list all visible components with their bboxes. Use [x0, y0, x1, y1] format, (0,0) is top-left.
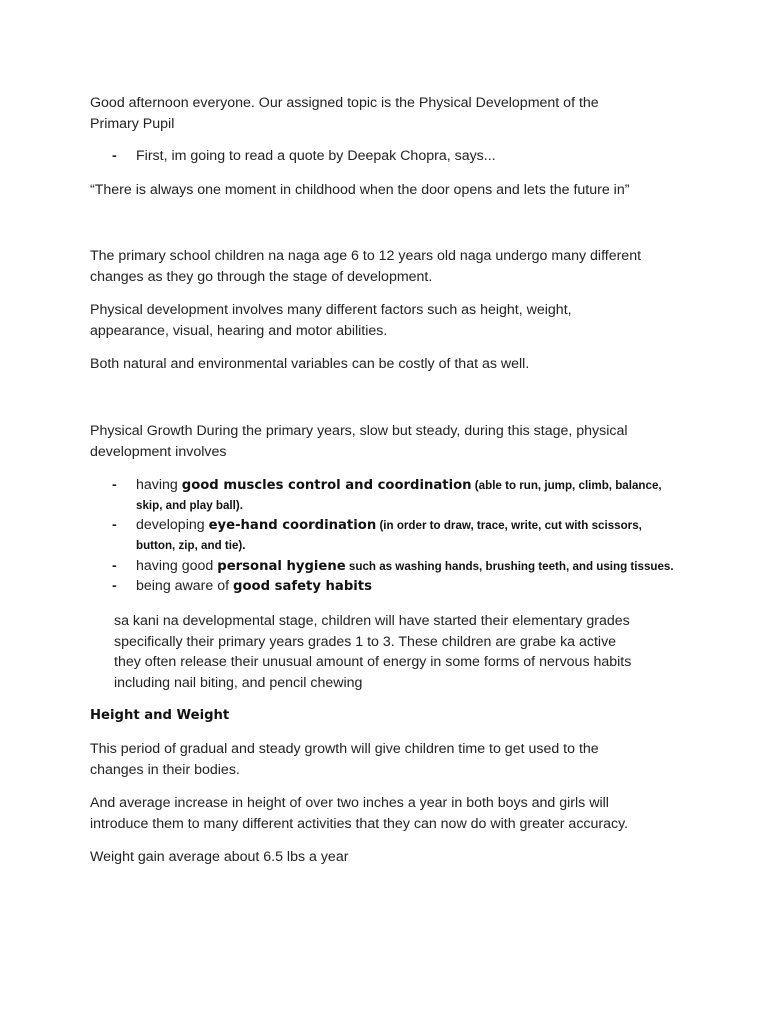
para2-line-2: appearance, visual, hearing and motor abilities.: [90, 322, 388, 339]
para5-line-1: sa kani na developmental stage, children will have started their elementary grades: [114, 613, 630, 629]
para6-line-1: This period of gradual and steady growth will give children time to get used to the: [90, 741, 599, 757]
bullet-text: [136, 576, 676, 597]
intro-line-2: Primary Pupil: [90, 115, 175, 132]
bullet-note: such as washing hands, brushing teeth, and using tissues.: [345, 560, 674, 573]
quote-text: “There is always one moment in childhood when the door opens and lets the future in”: [90, 182, 630, 198]
intro-line-1: Good afternoon everyone. Our assigned topic is the Physical Development of the: [90, 95, 599, 111]
paragraph-primary-children: [90, 246, 690, 287]
para4-line-1: Physical Growth During the primary years, slow but steady, during this stage, physical: [90, 423, 628, 439]
paragraph-gradual-growth: [90, 739, 690, 780]
paragraph-variables: Both natural and environmental variables can be costly of that as well.: [90, 356, 530, 372]
bullet-pre: having: [136, 477, 182, 493]
bullet-pre: developing: [136, 517, 209, 533]
bullet-bold: eye-hand coordination: [208, 518, 377, 533]
paragraph-physical-growth: [90, 421, 690, 462]
para1-line-1: The primary school children na naga age 6 to 12 years old naga undergo many different: [90, 248, 642, 264]
para4-line-2: development involves: [90, 443, 227, 460]
para5-line-2: specifically their primary years grades 1 to 3. These children are grabe ka active: [114, 633, 617, 650]
para7-line-2: introduce them to many different activities that they can now do with greater accuracy.: [90, 815, 629, 832]
para5-line-3: they often release their unusual amount of energy in some forms of nervous habits: [114, 654, 632, 670]
bullet-pre: having good: [136, 558, 218, 574]
paragraph-physical-development: [90, 300, 690, 341]
quote-bullet-text: First, im going to read a quote by Deepak Chopra, says...: [136, 148, 496, 164]
para7-line-1: And average increase in height of over two inches a year in both boys and girls will: [90, 795, 609, 811]
bullet-note: (able to run, jump, climb, balance,: [471, 479, 662, 492]
bullet-dash: -: [112, 558, 117, 574]
paragraph-weight-gain: Weight gain average about 6.5 lbs a year: [90, 849, 349, 865]
bullet-note-line-2: skip, and play ball).: [136, 499, 243, 512]
bullet-note-line-2: button, zip, and tie).: [136, 539, 246, 552]
paragraph-height-increase: [90, 793, 690, 834]
bullet-dash: -: [112, 148, 117, 164]
bullet-bold: good safety habits: [233, 579, 372, 594]
bullet-text: [136, 556, 696, 577]
bullet-dash: -: [112, 578, 117, 594]
bullet-text: [136, 515, 676, 556]
bullet-text: [136, 475, 676, 516]
intro-paragraph: [90, 93, 690, 134]
bullet-bold: personal hygiene: [217, 559, 346, 574]
paragraph-developmental-stage: [114, 611, 674, 693]
section-heading: Height and Weight: [90, 708, 230, 723]
para6-line-2: changes in their bodies.: [90, 761, 240, 778]
para1-line-2: changes as they go through the stage of development.: [90, 268, 433, 285]
bullet-note: (in order to draw, trace, write, cut with scissors,: [376, 519, 642, 532]
bullet-dash: -: [112, 477, 117, 493]
bullet-dash: -: [112, 517, 117, 533]
bullet-pre: being aware of: [136, 578, 234, 594]
para2-line-1: Physical development involves many different factors such as height, weight,: [90, 302, 572, 318]
para5-line-4: including nail biting, and pencil chewing: [114, 674, 363, 691]
bullet-bold: good muscles control and coordination: [181, 478, 472, 493]
